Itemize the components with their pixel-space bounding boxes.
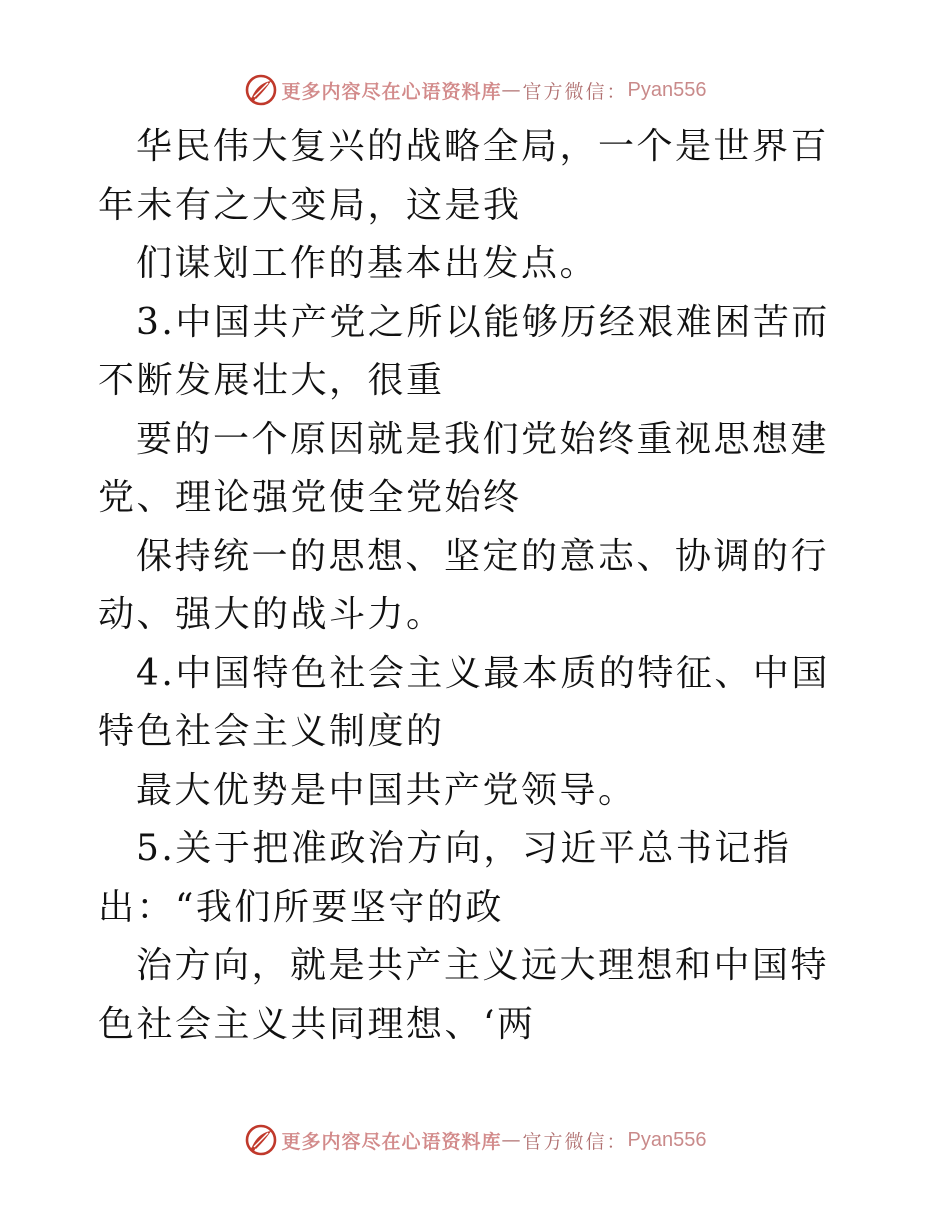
header-watermark bbox=[0, 70, 950, 110]
watermark-dash: — bbox=[501, 1129, 523, 1151]
watermark-official: 官方微信： bbox=[522, 1130, 628, 1153]
paragraph: 们谋划工作的基本出发点。 bbox=[136, 243, 599, 284]
paragraph: 治方向，就是共产主义远大理想和中国特色社会主义共同理想、‘两 bbox=[98, 945, 830, 1045]
watermark-dash: — bbox=[501, 79, 523, 101]
document-body bbox=[98, 118, 858, 1054]
paragraph: 5.关于把准政治方向，习近平总书记指出：“我们所要坚守的政 bbox=[98, 828, 792, 928]
pen-logo-icon bbox=[244, 1123, 278, 1157]
watermark-id: Pyan556 bbox=[627, 1128, 707, 1151]
watermark-official: 官方微信： bbox=[522, 80, 628, 103]
watermark-brand: 更多内容尽在心语资料库 bbox=[281, 1130, 502, 1153]
pen-logo-icon bbox=[244, 73, 278, 107]
footer-watermark bbox=[0, 1120, 950, 1160]
paragraph: 3.中国共产党之所以能够历经艰难困苦而不断发展壮大，很重 bbox=[98, 301, 830, 401]
watermark-brand: 更多内容尽在心语资料库 bbox=[281, 80, 502, 103]
paragraph: 保持统一的思想、坚定的意志、协调的行动、强大的战斗力。 bbox=[98, 535, 830, 635]
paragraph: 4.中国特色社会主义最本质的特征、中国特色社会主义制度的 bbox=[98, 652, 830, 752]
paragraph: 华民伟大复兴的战略全局，一个是世界百年未有之大变局，这是我 bbox=[98, 126, 830, 226]
watermark-text bbox=[282, 1127, 707, 1154]
paragraph: 要的一个原因就是我们党始终重视思想建党、理论强党使全党始终 bbox=[98, 418, 830, 518]
watermark-text bbox=[282, 77, 707, 104]
watermark-id: Pyan556 bbox=[627, 78, 707, 101]
paragraph: 最大优势是中国共产党领导。 bbox=[136, 769, 637, 811]
